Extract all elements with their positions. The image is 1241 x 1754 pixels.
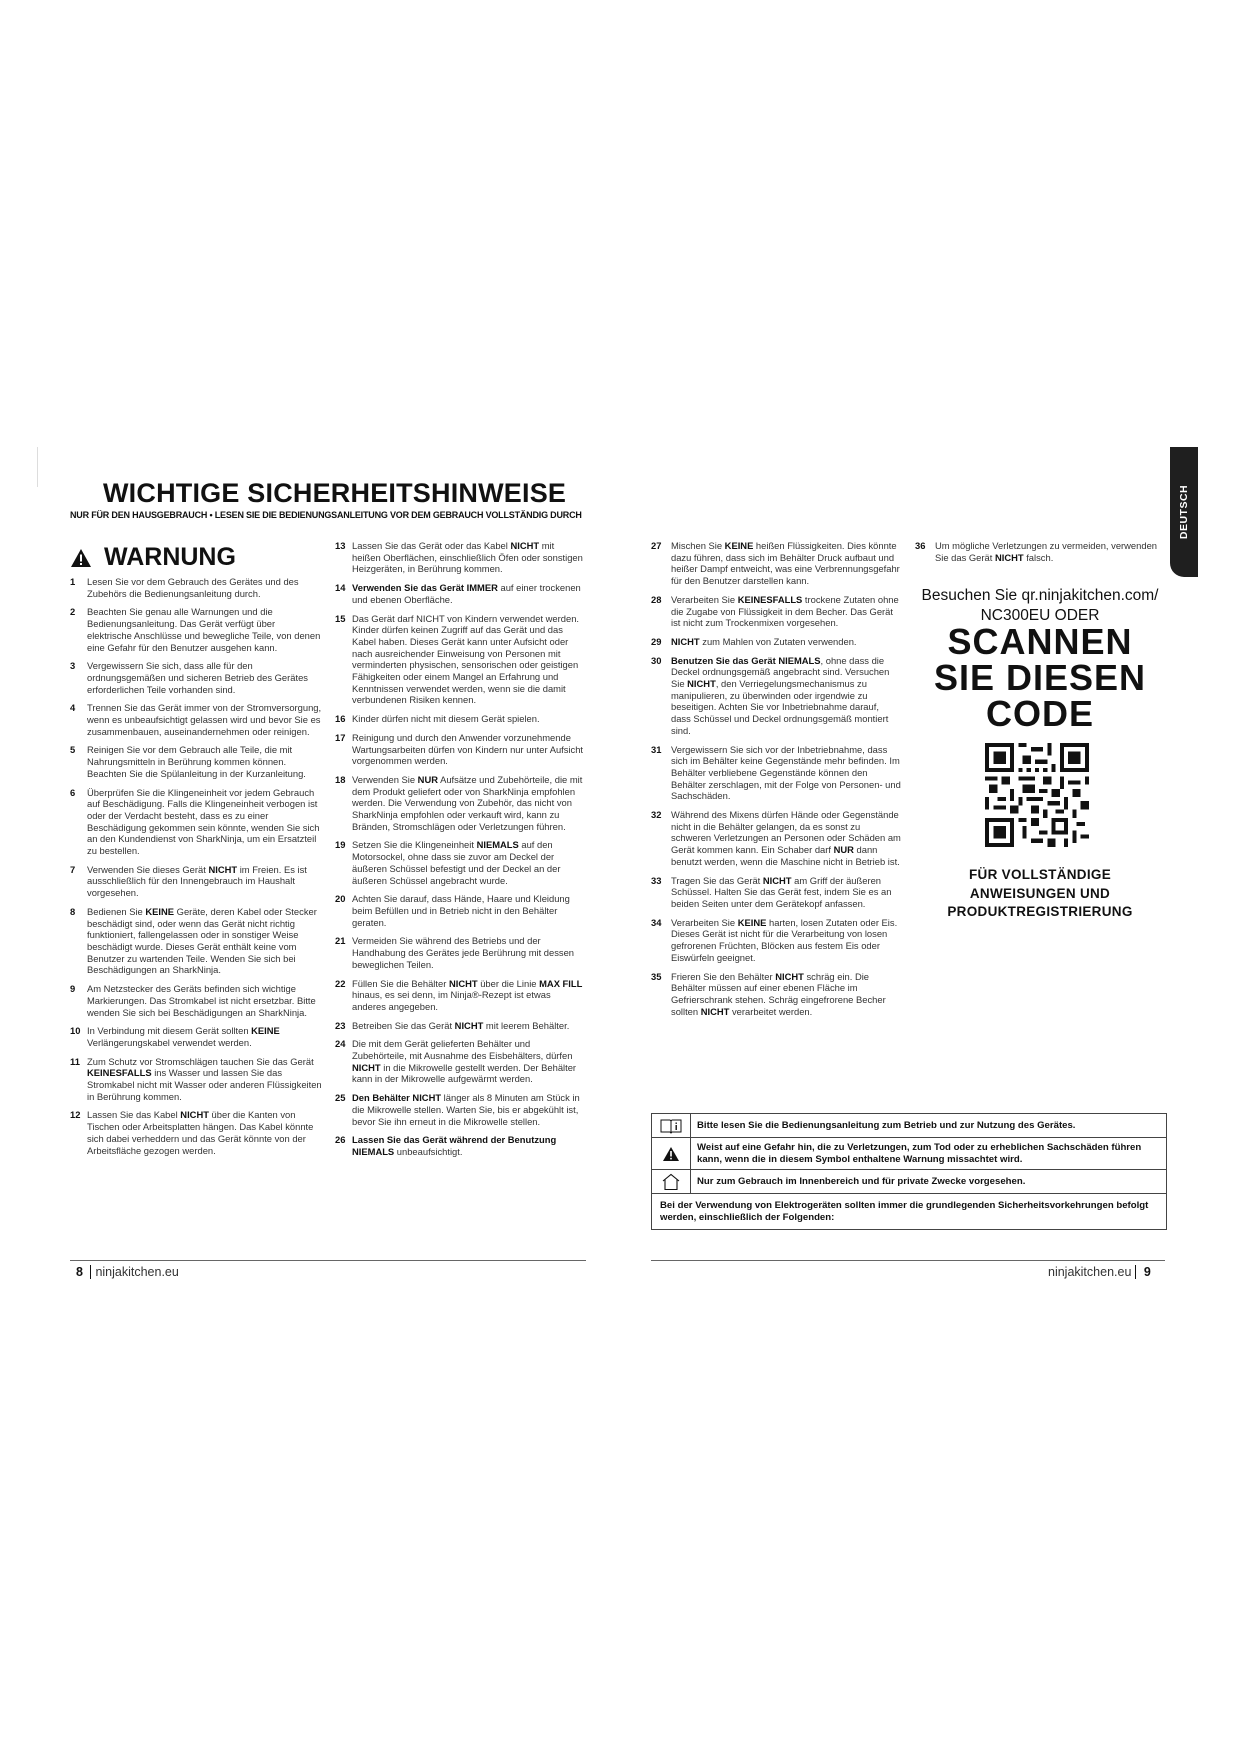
item-number: 34 — [651, 916, 662, 928]
item-number: 32 — [651, 809, 662, 821]
item-number: 15 — [335, 612, 346, 624]
visit-model-line: NC300EU ODER — [980, 607, 1100, 624]
item-text: Mischen Sie KEINE heißen Flüssigkeiten. Dies könnte dazu führen, dass sich im Behälter Druck aufbaut und heißer Dampf entweicht, was eine Verbrennungsgefahr für den Benutzer darstellen kann. — [671, 540, 900, 587]
legend-text: Weist auf eine Gefahr hin, die zu Verletzungen, zum Tod oder zu erheblichen Sachschäden führen kann, wenn die in diesem Symbol enthaltene Warnung missachtet wird. — [697, 1142, 1142, 1165]
item-text: Lassen Sie das Gerät während der Benutzung NIEMALS unbeaufsichtigt. — [352, 1134, 557, 1157]
list-item — [651, 655, 901, 737]
list-item — [335, 713, 585, 725]
item-text: Lassen Sie das Kabel NICHT über die Kanten von Tischen oder Arbeitsplatten hängen. Das Kabel könnte sich dabei verheddern und das Gerät könnte von der Arbeitsfläche gezogen werden. — [87, 1109, 314, 1156]
item-text: Setzen Sie die Klingeneinheit NIEMALS auf den Motorsockel, ohne dass sie zuvor am Deckel der äußeren Schüssel befestigt und der Deckel an der äußeren Schüssel angebracht wurde. — [352, 839, 561, 886]
legend-text: Bitte lesen Sie die Bedienungsanleitung zum Betrieb und zur Nutzung des Gerätes. — [697, 1119, 1076, 1131]
item-number: 24 — [335, 1038, 346, 1050]
item-text: Achten Sie darauf, dass Hände, Haare und Kleidung beim Befüllen und in Betrieb nicht in den Behälter geraten. — [352, 893, 570, 928]
item-text: NICHT zum Mahlen von Zutaten verwenden. — [671, 635, 857, 647]
legend-row — [652, 1170, 1166, 1194]
item-number: 5 — [70, 744, 76, 756]
list-item — [651, 917, 901, 964]
column-3 — [651, 540, 901, 1024]
list-item — [335, 540, 585, 575]
item-number: 1 — [70, 576, 76, 587]
item-number: 13 — [335, 540, 346, 551]
registration-text — [905, 866, 1175, 922]
language-tab-label: DEUTSCH — [1178, 484, 1190, 540]
list-item — [335, 839, 585, 886]
item-number: 8 — [70, 905, 76, 917]
legend-icon-cell — [652, 1138, 691, 1169]
item-text: Am Netzstecker des Geräts befinden sich wichtige Markierungen. Das Stromkabel ist nicht ersetzbar. Bitte wenden Sie sich bei Beschädigungen an SharkNinja. — [87, 983, 316, 1018]
item-text: Benutzen Sie das Gerät NIEMALS, ohne dass die Deckel ordnungsgemäß angebracht sind. Versuchen Sie NICHT, den Verriegelungsmechanismus zu manipulieren, zu überwinden oder irgendwie zu beseitigen. Achten Sie vor Inbetriebnahme darauf, dass Schüssel und Deckel ordnungsgemäß montiert sind. — [671, 654, 890, 736]
legend-row — [652, 1114, 1166, 1138]
list-item — [651, 594, 901, 629]
item-text: Vergewissern Sie sich vor der Inbetriebnahme, dass sich im Behälter keine Gegenstände mehr befinden. Im Behälter verbliebene Gegenstände können den Behälter zerschlagen, mit der Folge von Personen- und Sachschäden. — [671, 743, 901, 802]
item-text: Verwenden Sie NUR Aufsätze und Zubehörteile, die mit dem Produkt geliefert oder von SharkNinja empfohlen werden. Die Verwendung von Zubehör, das nicht von SharkNinja empfohlen oder verkauft wird, kann zu Bränden, Stromschlägen oder Verletzungen führen. — [352, 773, 583, 832]
item-number: 25 — [335, 1092, 346, 1104]
footer-website-link-left[interactable]: ninjakitchen.eu — [90, 1265, 178, 1279]
footer-right — [1048, 1265, 1151, 1279]
list-item — [335, 1092, 585, 1127]
item-text: Verwenden Sie das Gerät IMMER auf einer trockenen und ebenen Oberfläche. — [352, 582, 581, 605]
legend-icon-cell — [652, 1114, 691, 1137]
warning-title: WARNUNG — [104, 543, 236, 571]
item-text: In Verbindung mit diesem Gerät sollten KEINE Verlängerungskabel verwendet werden. — [87, 1025, 280, 1048]
list-item — [70, 744, 322, 779]
list-item — [335, 732, 585, 767]
item-number: 22 — [335, 977, 346, 989]
item-number: 18 — [335, 773, 346, 785]
list-item — [335, 1020, 585, 1032]
item-text: Verarbeiten Sie KEINESFALLS trockene Zutaten ohne die Zugabe von Flüssigkeit in dem Becher. Das Gerät ist nicht zum Trockenmixen vorgesehen. — [671, 593, 899, 629]
item-text: Füllen Sie die Behälter NICHT über die Linie MAX FILL hinaus, es sei denn, im Ninja®-Rezept ist etwas anderes angegeben. — [352, 977, 583, 1012]
list-item — [70, 702, 322, 737]
item-text: Tragen Sie das Gerät NICHT am Griff der äußeren Schüssel. Halten Sie das Gerät fest, indem Sie es an beiden Seiten unter dem Gerätekopf anfassen. — [671, 874, 892, 909]
scan-line: CODE — [985, 693, 1094, 734]
registration-line: PRODUKTREGISTRIERUNG — [947, 904, 1133, 919]
list-item — [335, 1134, 585, 1157]
item-number: 21 — [335, 935, 346, 947]
footer-website-link-right[interactable]: ninjakitchen.eu — [1048, 1265, 1136, 1279]
item-text: Beachten Sie genau alle Warnungen und die Bedienungsanleitung. Das Gerät verfügt über elektrische Anschlüsse und bewegliche Teile, von denen eine Gefahr für den Benutzer ausgehen kann. — [87, 606, 321, 653]
footer-rule-left — [70, 1260, 586, 1261]
list-item — [70, 864, 322, 899]
item-text: Trennen Sie das Gerät immer von der Stromversorgung, wenn es unbeaufsichtigt gelassen wird und bevor Sie es zusammenbauen, auseinandernehmen oder reinigen. — [87, 702, 322, 737]
registration-line: FÜR VOLLSTÄNDIGE — [968, 867, 1112, 882]
item-text: Um mögliche Verletzungen zu vermeiden, verwenden Sie das Gerät NICHT falsch. — [935, 540, 1157, 563]
list-item — [651, 744, 901, 803]
item-number: 27 — [651, 540, 662, 551]
column-1 — [70, 576, 322, 1163]
item-number: 26 — [335, 1134, 346, 1146]
registration-line: ANWEISUNGEN UND — [969, 885, 1111, 901]
item-text: Lesen Sie vor dem Gebrauch des Gerätes und des Zubehörs die Bedienungsanleitung durch. — [87, 576, 299, 599]
page-subtitle: NUR FÜR DEN HAUSGEBRAUCH • LESEN SIE DIE BEDIENUNGSANLEITUNG VOR DEM GEBRAUCH VOLLSTÄNDIG DURCH — [70, 510, 582, 520]
list-item — [70, 1025, 322, 1048]
list-item — [70, 576, 322, 599]
item-text: Während des Mixens dürfen Hände oder Gegenstände nicht in die Behälter gelangen, da es sonst zu schweren Verletzungen an Personen oder Schäden am Gerät kommen kann. Ein Schaber darf NUR dann benutzt werden, wenn die Maschine nicht in Betrieb ist. — [671, 809, 901, 867]
column-4 — [915, 540, 1165, 570]
item-number: 4 — [70, 702, 76, 714]
item-text: Betreiben Sie das Gerät NICHT mit leerem Behälter. — [352, 1019, 570, 1031]
item-number: 14 — [335, 582, 346, 594]
symbol-legend — [651, 1113, 1167, 1230]
list-item — [651, 875, 901, 910]
list-item — [335, 935, 585, 970]
list-item — [335, 613, 585, 707]
item-text: Den Behälter NICHT länger als 8 Minuten am Stück in die Mikrowelle stellen. Warten Sie, bis er abgekühlt ist, bevor Sie ihn erneut in die Mikrowelle stellen. — [352, 1092, 580, 1127]
item-number: 11 — [70, 1055, 80, 1067]
item-number: 23 — [335, 1019, 346, 1031]
item-number: 20 — [335, 893, 346, 905]
legend-footer: Bei der Verwendung von Elektrogeräten sollten immer die grundlegenden Sicherheitsvorkehrungen befolgt werden, einschließlich der Folgenden: — [660, 1200, 1149, 1223]
warning-triangle-icon — [662, 1146, 680, 1162]
item-text: Bedienen Sie KEINE Geräte, deren Kabel oder Stecker beschädigt sind, oder wenn das Gerät nicht richtig funktioniert, fallengelassen oder in sonstiger Weise beschädigt wurde. Dieses Gerät enthält keine vom Benutzer zu wartenden Teile. Wenden Sie sich bei Beschädigungen an SharkNinja. — [87, 905, 317, 976]
item-number: 28 — [651, 593, 662, 605]
item-number: 6 — [70, 786, 76, 798]
qr-code-icon[interactable] — [985, 743, 1089, 847]
page-number-right: 9 — [1143, 1265, 1151, 1279]
legend-icon-cell — [652, 1170, 691, 1193]
item-text: Reinigen Sie vor dem Gebrauch alle Teile, die mit Nahrungsmitteln in Berührung kommen können. Beachten Sie die Spülanleitung in der Kurzanleitung. — [87, 744, 306, 779]
list-item — [335, 893, 585, 928]
list-item — [651, 636, 901, 648]
item-number: 29 — [651, 635, 662, 647]
item-text: Kinder dürfen nicht mit diesem Gerät spielen. — [352, 713, 540, 725]
warning-heading — [70, 543, 236, 572]
scan-line: SIE DIESEN — [933, 657, 1147, 698]
list-item — [70, 1109, 322, 1156]
visit-text — [905, 586, 1175, 626]
scan-line: SCANNEN — [947, 621, 1133, 662]
list-item — [70, 983, 322, 1018]
page-edge-rule — [37, 447, 38, 487]
item-number: 33 — [651, 874, 662, 886]
list-item — [70, 906, 322, 976]
list-item — [70, 1056, 322, 1103]
visit-url-line: Besuchen Sie qr.ninjakitchen.com/ — [921, 587, 1159, 604]
legend-row — [652, 1138, 1166, 1170]
item-number: 31 — [651, 743, 662, 755]
footer-left — [76, 1265, 179, 1279]
item-number: 19 — [335, 839, 346, 851]
item-number: 3 — [70, 660, 76, 672]
manual-book-icon — [660, 1118, 682, 1134]
item-text: Die mit dem Gerät gelieferten Behälter und Zubehörteile, mit Ausnahme des Eisbehälters, dürfen NICHT in die Mikrowelle gestellt werden. Der Behälter kann in der Mikrowelle aufgewärmt werden. — [352, 1038, 577, 1085]
item-text: Das Gerät darf NICHT von Kindern verwendet werden. Kinder dürfen keinen Zugriff auf das Gerät und das Kabel haben. Dieses Gerät kann unter Aufsicht oder nach ausreichender Einweisung von Personen mit verminderten physischen, sensorischen oder geistigen Fähigkeiten oder einem Mangel an Erfahrung und Kenntnissen verwendet werden, wenn sie die damit verbundenen Risiken kennen. — [352, 612, 580, 706]
item-number: 17 — [335, 731, 346, 743]
item-text: Zum Schutz vor Stromschlägen tauchen Sie das Gerät KEINESFALLS ins Wasser und lassen Sie das Stromkabel nicht mit Wasser oder anderen Flüssigkeiten in Berührung kommen. — [87, 1055, 322, 1102]
page-title: WICHTIGE SICHERHEITSHINWEISE — [103, 478, 567, 508]
legend-text: Nur zum Gebrauch im Innenbereich und für private Zwecke vorgesehen. — [697, 1175, 1026, 1187]
item-number: 10 — [70, 1025, 81, 1037]
item-number: 35 — [651, 970, 662, 982]
item-text: Reinigung und durch den Anwender vorzunehmende Wartungsarbeiten dürfen von Kindern nur unter Aufsicht vorgenommen werden. — [352, 731, 584, 767]
item-number: 16 — [335, 713, 346, 725]
item-number: 2 — [70, 606, 76, 618]
item-text: Vergewissern Sie sich, dass alle für den ordnungsgemäßen und sicheren Betrieb des Gerätes erforderlichen Teile vorhanden sind. — [87, 660, 308, 695]
list-item — [651, 971, 901, 1018]
warning-triangle-icon — [70, 548, 92, 568]
item-number: 30 — [651, 654, 662, 666]
house-icon — [661, 1173, 681, 1191]
item-text: Frieren Sie den Behälter NICHT schräg ein. Die Behälter müssen auf einer ebenen Fläche im Gefrierschrank stehen. Schräg eingefrorene Becher sollten NICHT verarbeitet werden. — [671, 970, 886, 1017]
item-text: Verwenden Sie dieses Gerät NICHT im Freien. Es ist ausschließlich für den Innengebrauch im Haushalt vorgesehen. — [87, 863, 307, 899]
item-number: 12 — [70, 1109, 81, 1121]
item-text: Überprüfen Sie die Klingeneinheit vor jedem Gebrauch auf Beschädigung. Falls die Klingeneinheit verbogen ist oder der Verdacht besteht, dass es zu einer Beschädigung gekommen sein könnte, wenden Sie sich an den Kundendienst von SharkNinja, um ein Ersatzteil zu bestellen. — [87, 786, 320, 857]
list-item — [335, 582, 585, 605]
list-item — [70, 787, 322, 857]
list-item — [915, 540, 1165, 563]
list-item — [70, 660, 322, 695]
footer-rule-right — [651, 1260, 1165, 1261]
item-number: 36 — [915, 540, 926, 551]
list-item — [335, 978, 585, 1013]
list-item — [335, 774, 585, 833]
list-item — [70, 606, 322, 653]
scan-heading — [905, 621, 1175, 734]
item-text: Verarbeiten Sie KEINE harten, losen Zutaten oder Eis. Dieses Gerät ist nicht für die Verarbeitung von losen gefrorenen Früchten, Blöcken aus festem Eis oder Eiswürfeln geeignet. — [671, 916, 898, 963]
list-item — [335, 1038, 585, 1085]
item-number: 7 — [70, 863, 76, 875]
item-text: Lassen Sie das Gerät oder das Kabel NICHT mit heißen Oberflächen, einschließlich Öfen oder sonstigen Heizgeräten, in Berührung kommen. — [352, 540, 583, 575]
list-item — [651, 809, 901, 868]
item-number: 9 — [70, 983, 76, 995]
item-text: Vermeiden Sie während des Betriebs und der Handhabung des Gerätes jede Berührung mit dessen beweglichen Teilen. — [352, 935, 575, 970]
language-tab — [1170, 447, 1198, 577]
column-2 — [335, 540, 585, 1165]
page-number-left: 8 — [76, 1265, 83, 1279]
list-item — [651, 540, 901, 587]
